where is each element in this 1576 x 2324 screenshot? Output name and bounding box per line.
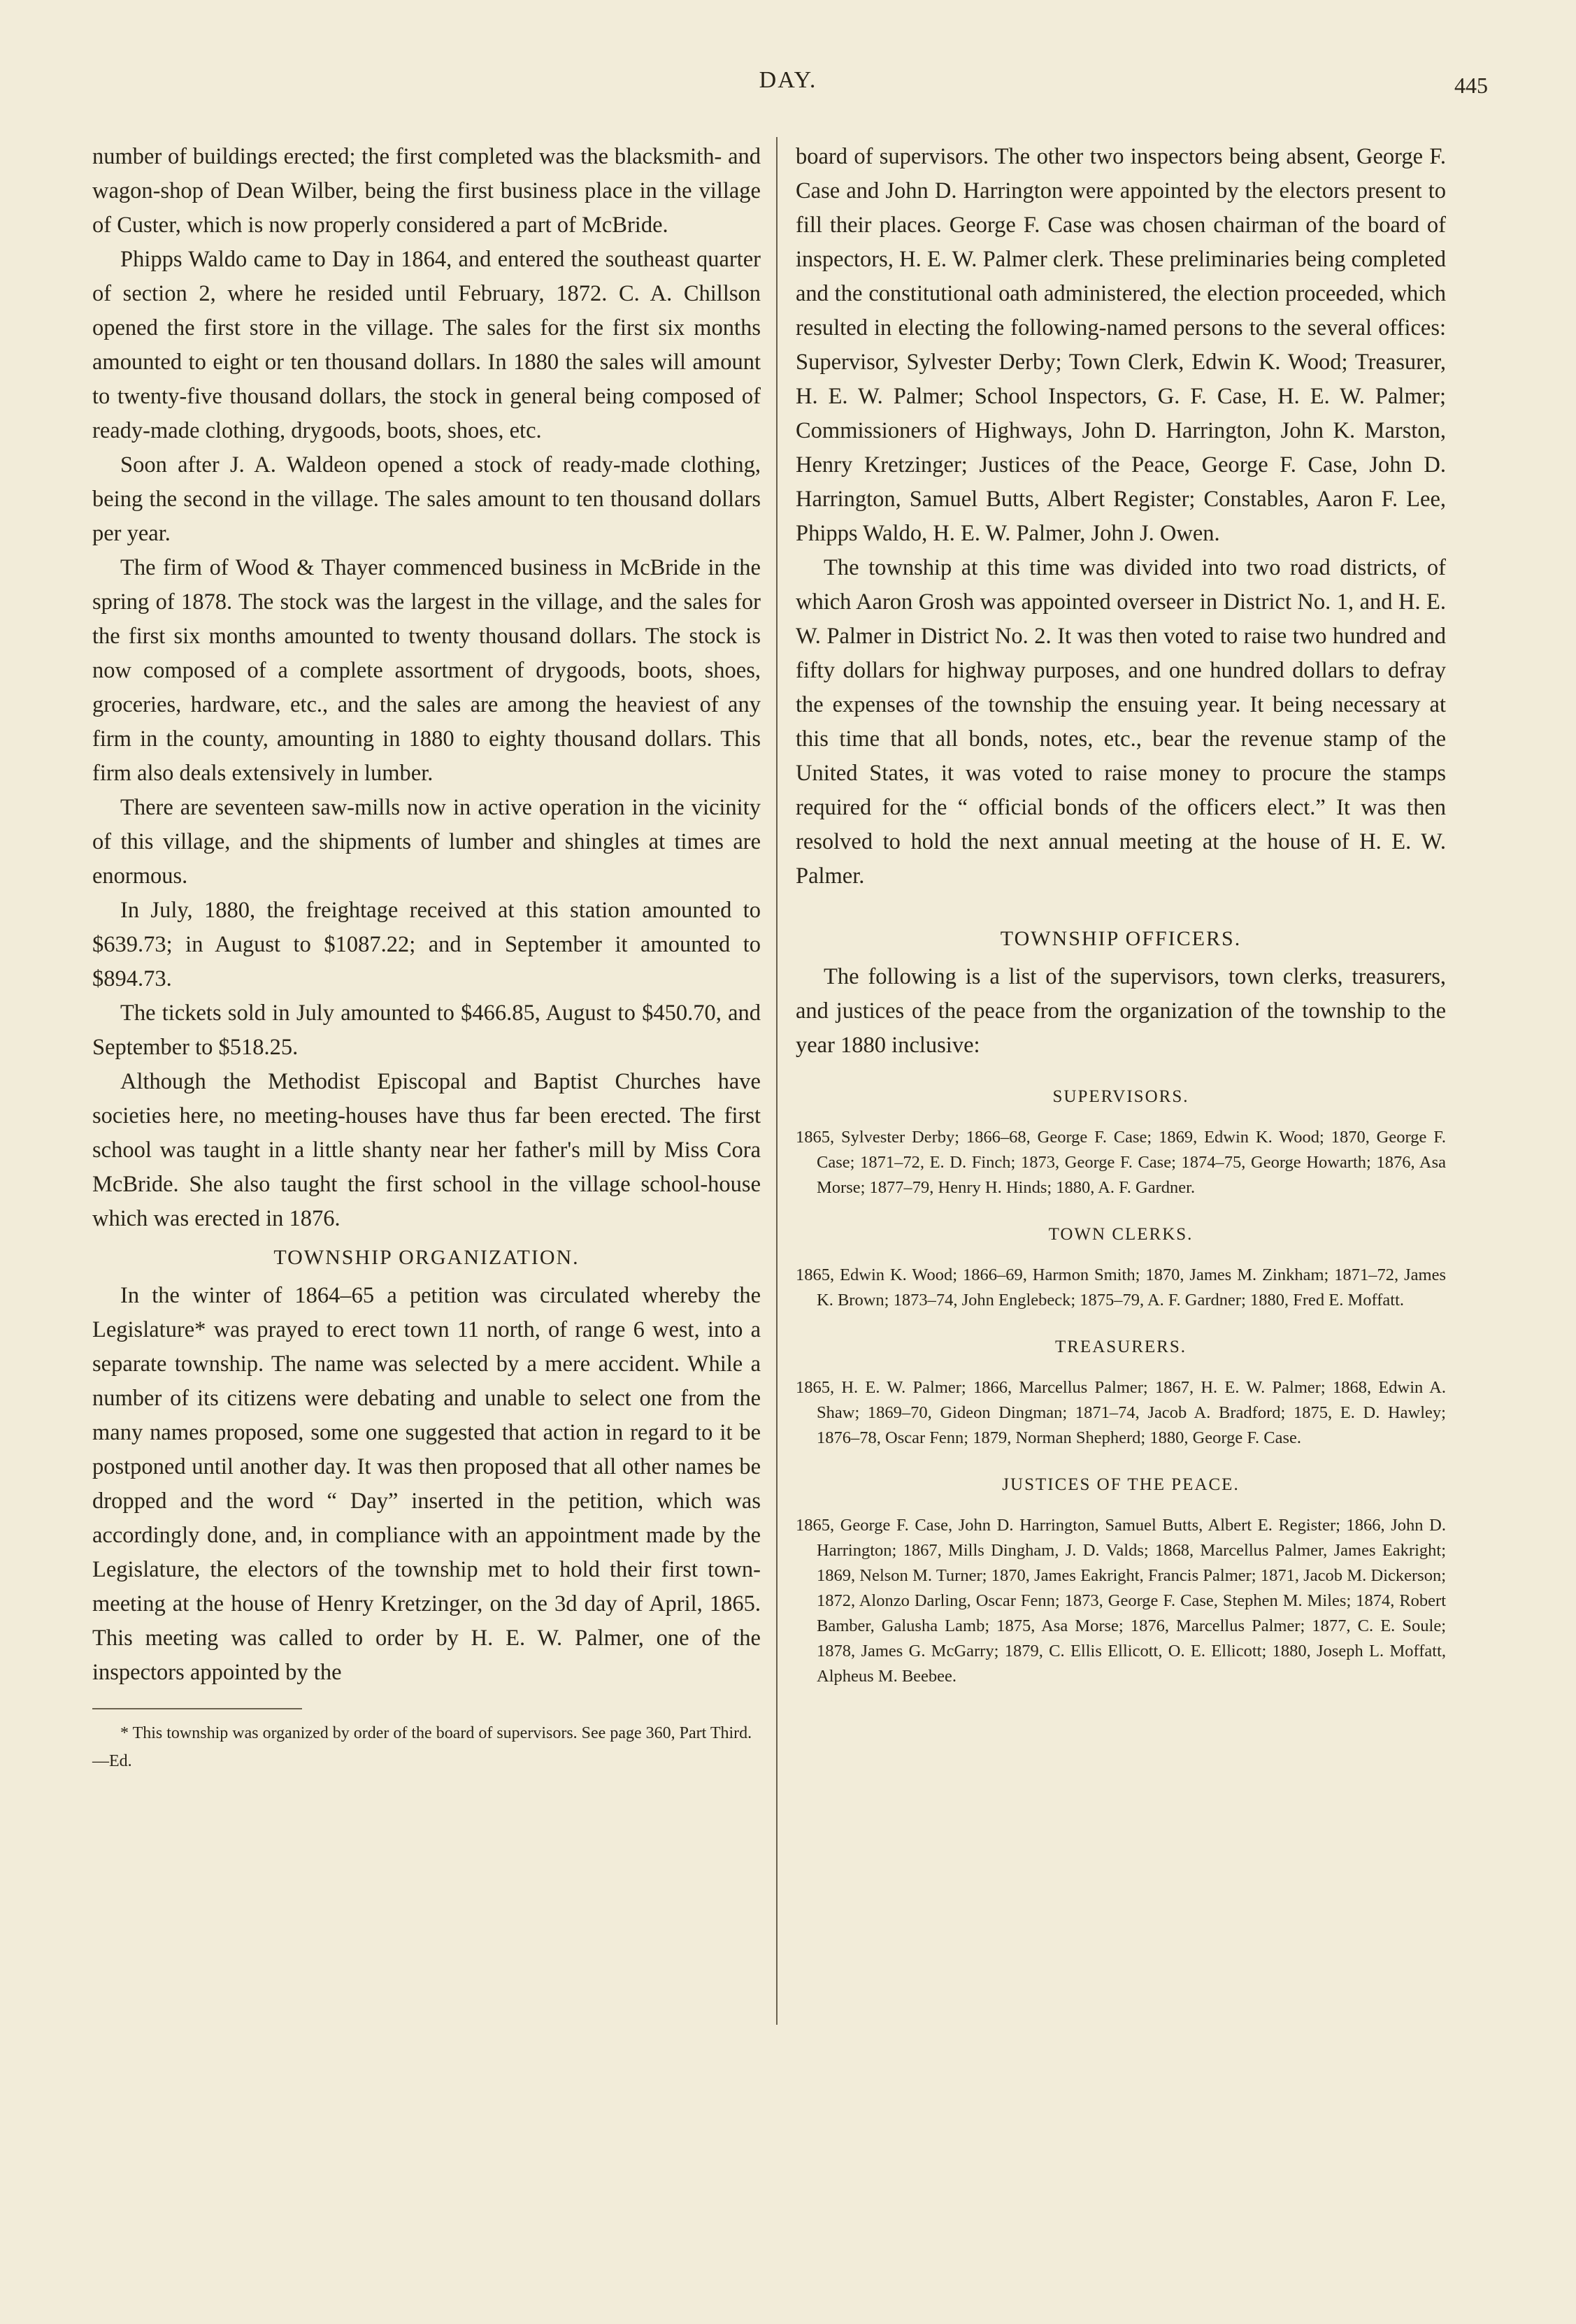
- paragraph: Phipps Waldo came to Day in 1864, and entered the southeast quarter of section 2, where he resided until February, 1872. C. A. Chillson opened the first store in the village. The sales for the first six months amounted to eight or ten thousand dollars. In 1880 the sales will amount to twenty-five thousand dollars, the stock in general being composed of ready-made clothing, drygoods, boots, shoes, etc.: [92, 247, 761, 443]
- paragraph: In July, 1880, the freightage received at this station amounted to $639.73; in August to $1087.22; and in September it amounted to $894.73.: [92, 898, 761, 991]
- list-heading-treasurers: TREASURERS.: [1054, 1337, 1187, 1356]
- footnote: * This township was organized by order of the board of supervisors. See page 360, Part Third.—Ed.: [92, 1724, 752, 1770]
- paragraph: In the winter of 1864–65 a petition was circulated whereby the Legislature* was prayed to erect town 11 north, of range 6 west, into a separate township. The name was selected by a mere accident. While a number of its citizens were debating and unable to select one from the many names proposed, some one suggested that action in regard to it be postponed until another day. It was then proposed that all other names be dropped and the word “ Day” inserted in the petition, which was accordingly done, and, in compliance with an appointment made by the Legislature, the electors of the township met to hold their first town-meeting at the house of Henry Kretzinger, on the 3d day of April, 1865. This meeting was called to order by H. E. W. Palmer, one of the inspectors appointed by the: [92, 1283, 761, 1685]
- paragraph: There are seventeen saw-mills now in active operation in the vicinity of this village, and the shipments of lumber and shingles at times are enormous.: [92, 795, 761, 889]
- footnote-rule: [92, 1708, 302, 1709]
- paragraph: The following is a list of the supervisors, town clerks, treasurers, and justices of the peace from the organization of the township to the year 1880 inclusive:: [796, 964, 1446, 1058]
- running-head: DAY.: [759, 67, 817, 93]
- page-number: 445: [1454, 73, 1488, 98]
- paragraph: board of supervisors. The other two inspectors being absent, George F. Case and John D. Harrington were appointed by the electors present to fill their places. George F. Case was chosen chairman of the board of inspectors, H. E. W. Palmer clerk. These preliminaries being completed and the constitutional oath administered, the election proceeded, which resulted in electing the following-named persons to the several offices: Supervisor, Sylvester Derby; Town Clerk, Edwin K. Wood; Treasurer, H. E. W. Palmer; School Inspectors, G. F. Case, H. E. W. Palmer; Commissioners of Highways, John D. Harrington, John K. Marston, Henry Kretzinger; Justices of the Peace, George F. Case, John D. Harrington, Samuel Butts, Albert Register; Constables, Aaron F. Lee, Phipps Waldo, H. E. W. Palmer, John J. Owen.: [796, 144, 1446, 546]
- list-town-clerks: 1865, Edwin K. Wood; 1866–69, Harmon Smith; 1870, James M. Zinkham; 1871–72, James K. Brown; 1873–74, John Englebeck; 1875–79, A. F. Gardner; 1880, Fred E. Moffatt.: [796, 1265, 1446, 1310]
- section-heading: TOWNSHIP ORGANIZATION.: [273, 1246, 580, 1269]
- paragraph: The tickets sold in July amounted to $466.85, August to $450.70, and September to $518.25.: [92, 1000, 761, 1060]
- column-divider: [776, 137, 778, 2025]
- paragraph: The firm of Wood & Thayer commenced business in McBride in the spring of 1878. The stock was the largest in the village, and the sales for the first six months amounted to twenty thousand dollars. The stock is now composed of a complete assortment of drygoods, boots, shoes, groceries, hardware, etc., and the sales are among the heaviest of any firm in the county, amounting in 1880 to eighty thousand dollars. This firm also deals extensively in lumber.: [92, 555, 761, 786]
- list-heading-supervisors: SUPERVISORS.: [1052, 1087, 1189, 1106]
- list-heading-justices: JUSTICES OF THE PEACE.: [1002, 1475, 1240, 1494]
- list-supervisors: 1865, Sylvester Derby; 1866–68, George F. Case; 1869, Edwin K. Wood; 1870, George F. Case; 1871–72, E. D. Finch; 1873, George F. Case; 1874–75, George Howarth; 1876, Asa Morse; 1877–79, Henry H. Hinds; 1880, A. F. Gardner.: [796, 1128, 1446, 1197]
- paragraph: number of buildings erected; the first completed was the blacksmith- and wagon-shop of Dean Wilber, being the first business place in the village of Custer, which is now properly considered a part of McBride.: [92, 144, 761, 238]
- left-column: [92, 140, 761, 1775]
- list-treasurers: 1865, H. E. W. Palmer; 1866, Marcellus Palmer; 1867, H. E. W. Palmer; 1868, Edwin A. Shaw; 1869–70, Gideon Dingman; 1871–74, Jacob A. Bradford; 1875, E. D. Hawley; 1876–78, Oscar Fenn; 1879, Norman Shepherd; 1880, George F. Case.: [796, 1378, 1446, 1447]
- list-justices: 1865, George F. Case, John D. Harrington, Samuel Butts, Albert E. Register; 1866, John D. Harrington; 1867, Mills Dingham, J. D. Valds; 1868, Marcellus Palmer, James Eakright; 1869, Nelson M. Turner; 1870, James Eakright, Francis Palmer; 1871, Jacob M. Dickerson; 1872, Alonzo Darling, Oscar Fenn; 1873, George F. Case, Stephen M. Miles; 1874, Robert Bamber, Galusha Lamb; 1875, Asa Morse; 1876, Marcellus Palmer; 1877, C. E. Soule; 1878, James G. McGarry; 1879, C. Ellis Ellicott, O. E. Ellicott; 1880, Joseph L. Moffatt, Alpheus M. Beebee.: [796, 1516, 1446, 1686]
- paragraph: Although the Methodist Episcopal and Baptist Churches have societies here, no meeting-houses have thus far been erected. The first school was taught in a little shanty near her father's mill by Miss Cora McBride. She also taught the first school in the village school-house which was erected in 1876.: [92, 1069, 761, 1231]
- list-heading-town-clerks: TOWN CLERKS.: [1048, 1225, 1194, 1244]
- right-column: [796, 140, 1446, 1689]
- paragraph: Soon after J. A. Waldeon opened a stock of ready-made clothing, being the second in the village. The sales amount to ten thousand dollars per year.: [92, 452, 761, 546]
- section-heading: TOWNSHIP OFFICERS.: [1000, 927, 1242, 950]
- paragraph: The township at this time was divided into two road districts, of which Aaron Grosh was appointed overseer in District No. 1, and H. E. W. Palmer in District No. 2. It was then voted to raise two hundred and fifty dollars for highway purposes, and one hundred dollars to defray the expenses of the township the ensuing year. It being necessary at this time that all bonds, notes, etc., bear the revenue stamp of the United States, it was voted to raise money to procure the stamps required for the “ official bonds of the officers elect.” It was then resolved to hold the next annual meeting at the house of H. E. W. Palmer.: [796, 555, 1446, 889]
